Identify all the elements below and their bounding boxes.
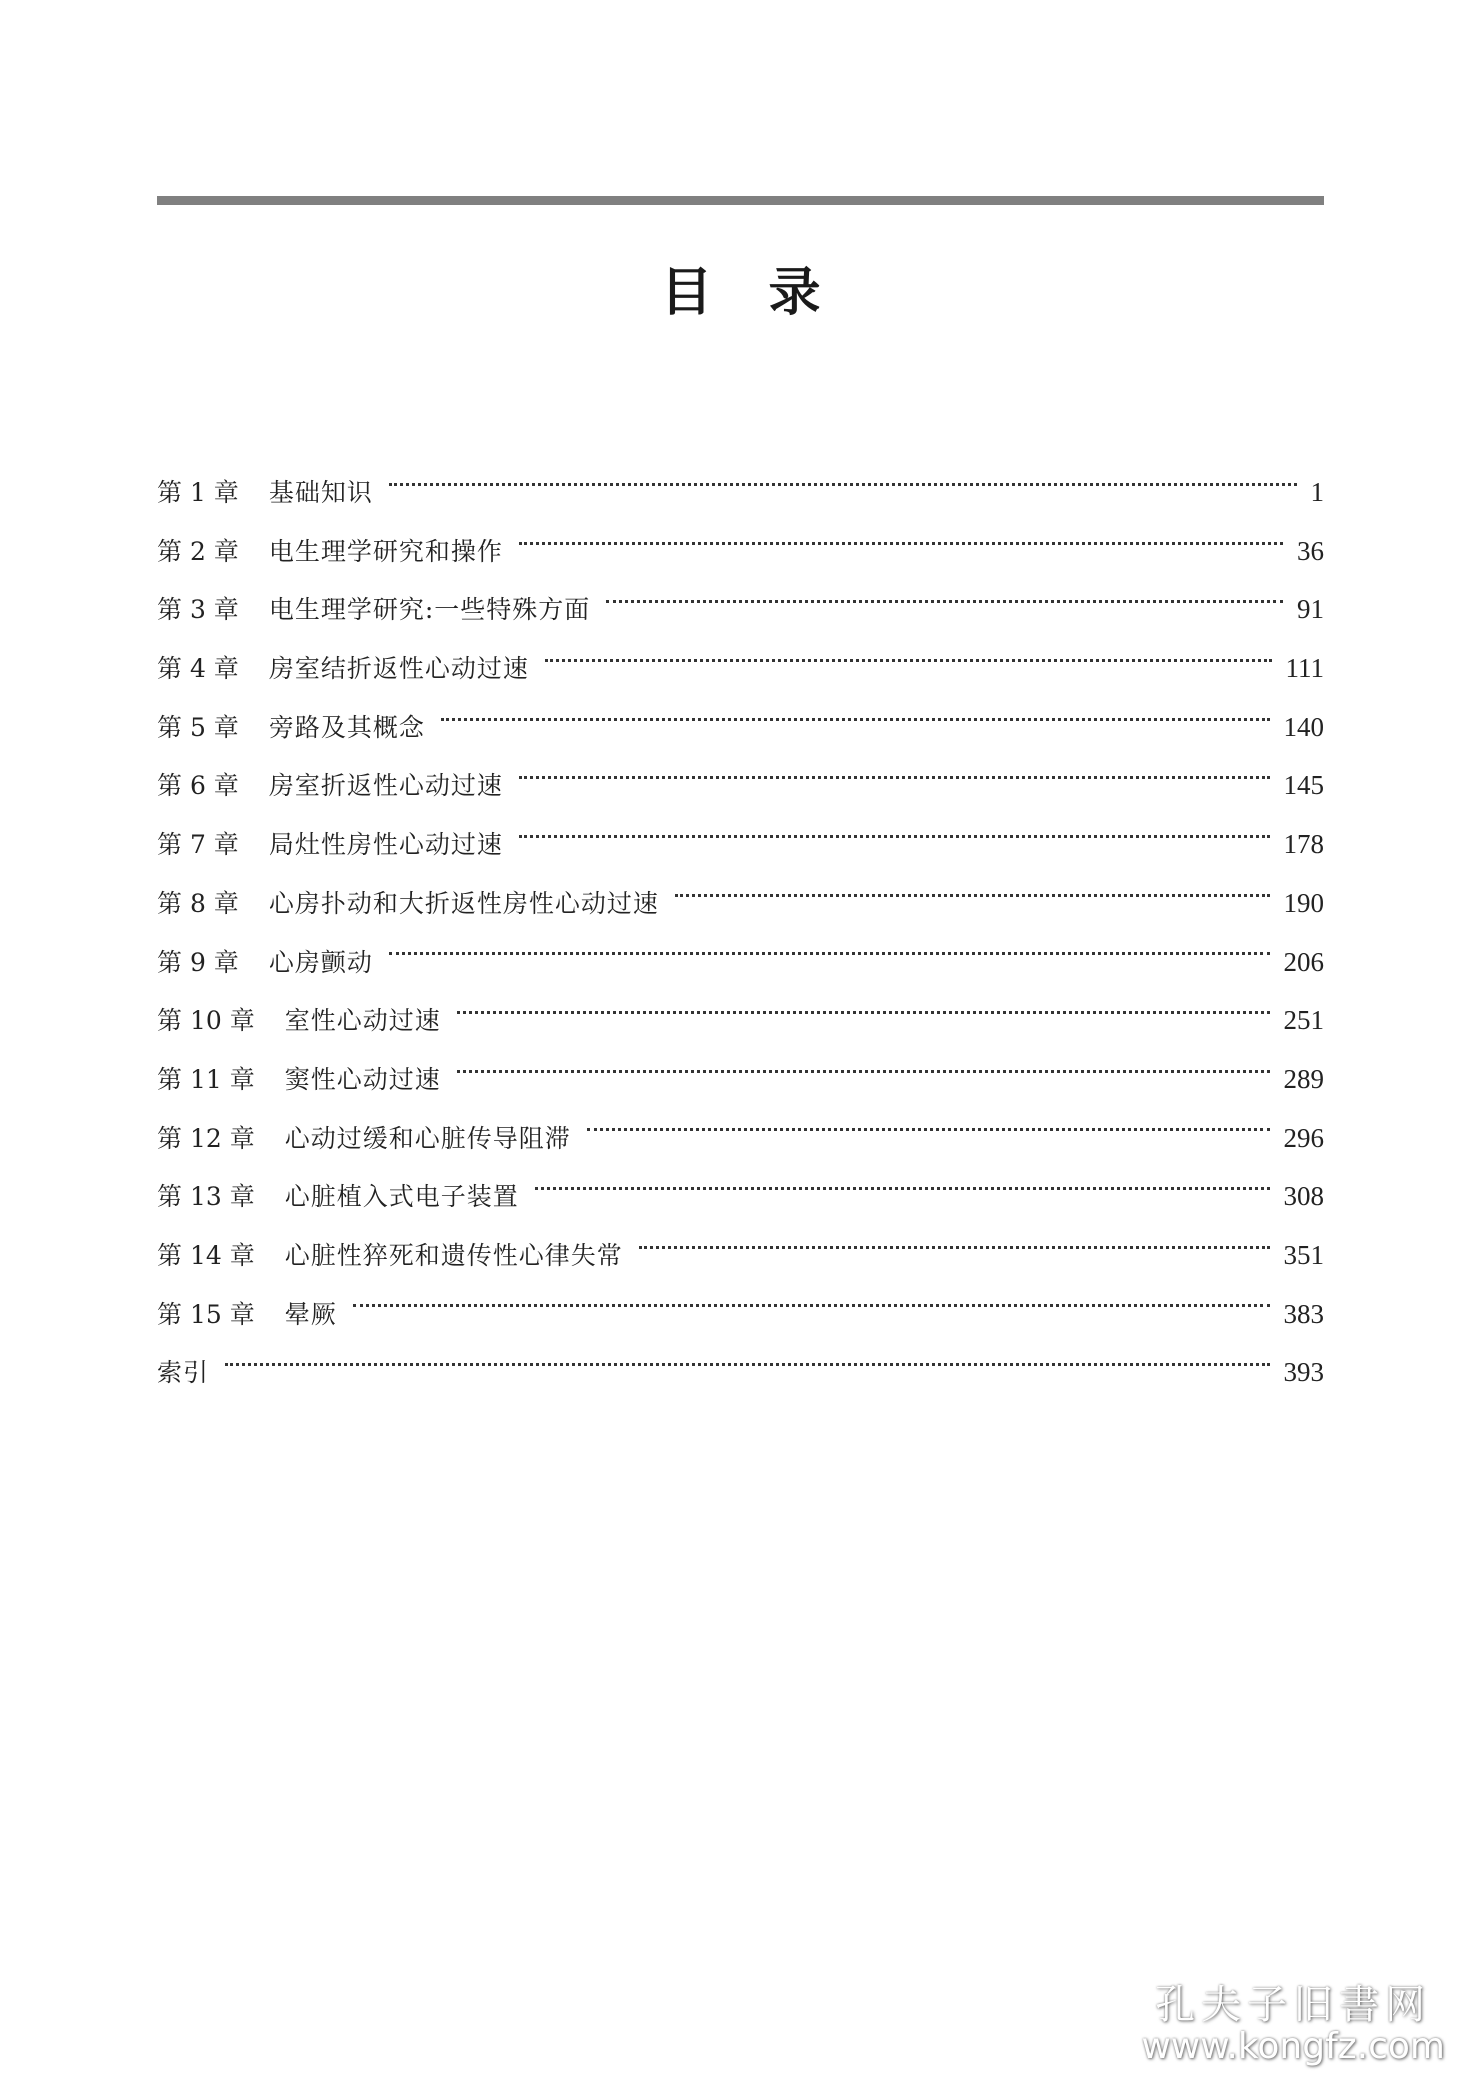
toc-entry-ch3[interactable] <box>157 580 1324 639</box>
chapter-number: 第 13 章 <box>157 1182 255 1212</box>
top-rule <box>157 196 1324 205</box>
chapter-number: 第 12 章 <box>157 1123 255 1153</box>
page-number: 289 <box>1283 1063 1324 1094</box>
page-number: 251 <box>1283 1005 1324 1036</box>
page-number: 308 <box>1283 1181 1324 1212</box>
page-title-char-2: 录 <box>768 262 877 323</box>
toc-entry-ch8[interactable] <box>157 874 1324 933</box>
toc-entry-ch13[interactable] <box>157 1167 1324 1226</box>
page-number: 296 <box>1283 1122 1324 1153</box>
page-number: 1 <box>1310 477 1324 507</box>
toc-entry-ch1[interactable] <box>157 463 1324 522</box>
dot-leader <box>639 1246 1270 1249</box>
toc-entry-ch10[interactable] <box>157 991 1324 1050</box>
toc-entry-ch12[interactable] <box>157 1109 1324 1168</box>
page-number: 111 <box>1285 653 1324 684</box>
chapter-number: 第 15 章 <box>157 1299 255 1329</box>
dot-leader <box>353 1304 1270 1307</box>
chapter-number: 第 9 章 <box>157 947 239 977</box>
dot-leader <box>675 894 1270 897</box>
chapter-title: 窦性心动过速 <box>284 1064 441 1094</box>
dot-leader <box>587 1128 1270 1131</box>
watermark-url: www.kongfz.com <box>1141 2026 1445 2067</box>
page-title <box>0 258 1481 328</box>
page-number: 91 <box>1297 594 1324 625</box>
dot-leader <box>441 718 1270 721</box>
page-title-char-1: 目 <box>660 262 769 323</box>
page-number: 145 <box>1283 770 1324 801</box>
dot-leader <box>389 483 1297 486</box>
chapter-title: 心房颤动 <box>268 947 373 977</box>
chapter-title: 基础知识 <box>268 478 373 507</box>
toc-entry-ch14[interactable] <box>157 1226 1324 1285</box>
page-number: 190 <box>1283 887 1324 918</box>
toc-entry-ch2[interactable] <box>157 522 1324 581</box>
toc-entry-ch11[interactable] <box>157 1050 1324 1109</box>
page-number: 351 <box>1283 1239 1324 1270</box>
page-number: 393 <box>1283 1357 1324 1388</box>
chapter-title: 旁路及其概念 <box>268 712 425 742</box>
chapter-number: 第 3 章 <box>157 595 239 625</box>
toc-entry-ch9[interactable] <box>157 933 1324 992</box>
page-number: 383 <box>1283 1298 1324 1329</box>
chapter-title: 心脏植入式电子装置 <box>284 1182 519 1212</box>
dot-leader <box>519 776 1270 779</box>
chapter-title: 房室折返性心动过速 <box>268 771 503 801</box>
toc-entry-ch6[interactable] <box>157 756 1324 815</box>
dot-leader <box>545 659 1272 662</box>
chapter-title: 心动过缓和心脏传导阻滞 <box>284 1123 571 1153</box>
toc-entry-ch7[interactable] <box>157 815 1324 874</box>
index-title: 索引 <box>157 1358 210 1388</box>
chapter-title: 电生理学研究和操作 <box>268 536 503 566</box>
chapter-number: 第 1 章 <box>157 478 239 507</box>
chapter-number: 第 11 章 <box>157 1064 255 1094</box>
page-number: 36 <box>1297 535 1324 566</box>
chapter-number: 第 5 章 <box>157 712 239 742</box>
chapter-title: 室性心动过速 <box>284 1006 441 1036</box>
chapter-title: 电生理学研究:一些特殊方面 <box>268 595 591 625</box>
dot-leader <box>457 1070 1270 1073</box>
table-of-contents <box>157 463 1324 1402</box>
chapter-number: 第 4 章 <box>157 654 239 684</box>
chapter-number: 第 6 章 <box>157 771 239 801</box>
dot-leader <box>519 835 1270 838</box>
toc-entry-index[interactable] <box>157 1343 1324 1402</box>
chapter-title: 心房扑动和大折返性房性心动过速 <box>268 888 659 918</box>
chapter-title: 晕厥 <box>284 1299 337 1329</box>
toc-entry-ch5[interactable] <box>157 698 1324 757</box>
page-number: 178 <box>1283 829 1324 860</box>
chapter-title: 心脏性猝死和遗传性心律失常 <box>284 1240 623 1270</box>
watermark <box>1141 1973 1445 2067</box>
toc-entry-ch4[interactable] <box>157 639 1324 698</box>
dot-leader <box>225 1363 1269 1366</box>
toc-entry-ch15[interactable] <box>157 1285 1324 1344</box>
chapter-number: 第 8 章 <box>157 888 239 918</box>
dot-leader <box>457 1011 1270 1014</box>
chapter-title: 局灶性房性心动过速 <box>268 830 503 860</box>
chapter-number: 第 10 章 <box>157 1006 255 1036</box>
page-number: 140 <box>1283 711 1324 742</box>
chapter-title: 房室结折返性心动过速 <box>268 654 529 684</box>
dot-leader <box>519 542 1283 545</box>
page-number: 206 <box>1283 946 1324 977</box>
chapter-number: 第 7 章 <box>157 830 239 860</box>
dot-leader <box>606 600 1283 603</box>
watermark-name: 孔夫子旧書网 <box>1155 1982 1432 2028</box>
dot-leader <box>389 952 1270 955</box>
chapter-number: 第 2 章 <box>157 536 239 566</box>
chapter-number: 第 14 章 <box>157 1240 255 1270</box>
dot-leader <box>535 1187 1270 1190</box>
